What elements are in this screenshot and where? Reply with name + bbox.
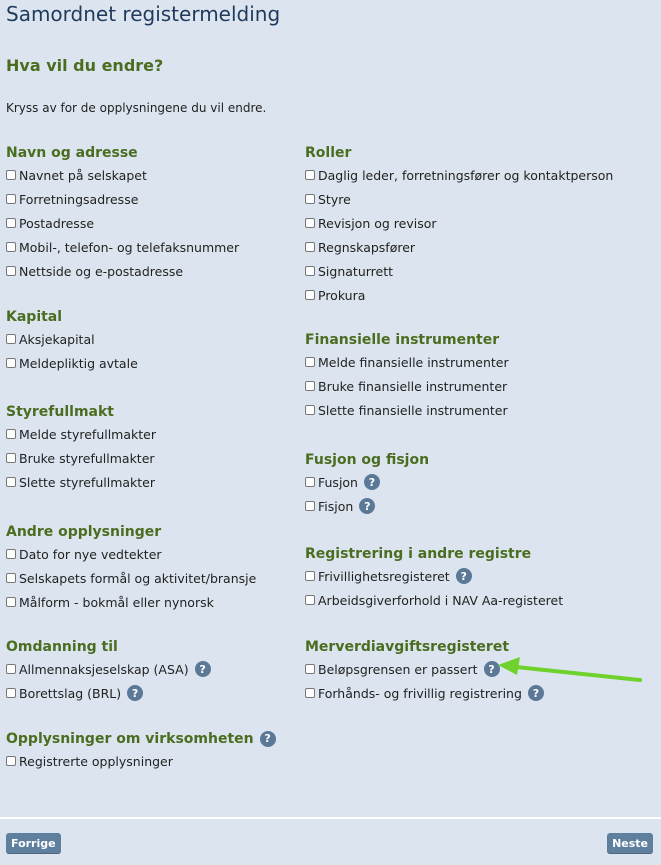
footer-divider (0, 817, 661, 819)
checkbox[interactable] (305, 290, 315, 300)
option-label: Forretningsadresse (19, 191, 139, 207)
option-daglig-leder[interactable] (305, 163, 613, 187)
option-label: Fisjon (318, 498, 354, 514)
section-title-row (6, 729, 276, 749)
option-label: Bruke finansielle instrumenter (318, 378, 508, 394)
option-telefon[interactable] (6, 235, 239, 259)
option-label: Forhånds- og frivillig registrering (318, 685, 522, 701)
option-prokura[interactable] (305, 283, 613, 307)
checkbox[interactable] (6, 573, 16, 583)
section-fusjon-fisjon (305, 450, 429, 518)
option-label: Registrerte opplysninger (19, 753, 173, 769)
checkbox[interactable] (6, 170, 16, 180)
option-fusjon[interactable] (305, 470, 429, 494)
help-icon[interactable]: ? (364, 474, 380, 490)
help-icon[interactable]: ? (359, 498, 375, 514)
option-label: Målform - bokmål eller nynorsk (19, 594, 214, 610)
option-label: Melde finansielle instrumenter (318, 354, 509, 370)
annotation-arrow-icon (490, 655, 650, 691)
option-label: Melde styrefullmakter (19, 426, 156, 442)
section-title: Styrefullmakt (6, 404, 114, 420)
checkbox[interactable] (305, 266, 315, 276)
option-navnet[interactable] (6, 163, 239, 187)
option-formal[interactable] (6, 566, 256, 590)
section-navn-og-adresse (6, 143, 239, 283)
option-label: Daglig leder, forretningsfører og kontaktperson (318, 167, 614, 183)
checkbox[interactable] (305, 242, 315, 252)
section-title: Registrering i andre registre (305, 546, 532, 562)
checkbox[interactable] (6, 218, 16, 228)
checkbox[interactable] (6, 664, 16, 674)
option-bruke-styrefullmakter[interactable] (6, 446, 156, 470)
option-malform[interactable] (6, 590, 256, 614)
option-label: Arbeidsgiverforhold i NAV Aa-registeret (318, 592, 564, 608)
option-label: Beløpsgrensen er passert (318, 661, 478, 677)
option-label: Bruke styrefullmakter (19, 450, 155, 466)
section-title: Omdanning til (6, 639, 118, 655)
option-label: Navnet på selskapet (19, 167, 147, 183)
section-title: Navn og adresse (6, 145, 138, 161)
page-title: Samordnet registermelding (6, 2, 281, 26)
option-asa[interactable] (6, 657, 211, 681)
section-title: Opplysninger om virksomheten (6, 731, 254, 747)
section-finansielle-instrumenter (305, 330, 509, 422)
help-icon[interactable]: ? (484, 661, 500, 677)
option-label: Slette finansielle instrumenter (318, 402, 508, 418)
option-revisjon[interactable] (305, 211, 613, 235)
checkbox[interactable] (6, 597, 16, 607)
section-andre-registre (305, 544, 563, 612)
checkbox[interactable] (6, 334, 16, 344)
option-slette-finansielle[interactable] (305, 398, 509, 422)
checkbox[interactable] (6, 242, 16, 252)
checkbox[interactable] (305, 595, 315, 605)
checkbox[interactable] (305, 194, 315, 204)
option-signaturrett[interactable] (305, 259, 613, 283)
option-label: Styre (318, 191, 351, 207)
option-label: Mobil-, telefon- og telefaksnummer (19, 239, 240, 255)
section-andre-opplysninger (6, 522, 256, 614)
section-title: Finansielle instrumenter (305, 332, 500, 348)
checkbox[interactable] (6, 477, 16, 487)
checkbox[interactable] (6, 688, 16, 698)
help-icon[interactable]: ? (195, 661, 211, 677)
option-forretningsadresse[interactable] (6, 187, 239, 211)
section-title: Merverdiavgiftsregisteret (305, 639, 510, 655)
checkbox[interactable] (6, 756, 16, 766)
help-icon[interactable]: ? (528, 685, 544, 701)
option-label: Selskapets formål og aktivitet/bransje (19, 570, 257, 586)
option-styre[interactable] (305, 187, 613, 211)
option-label: Regnskapsfører (318, 239, 416, 255)
option-label: Dato for nye vedtekter (19, 546, 162, 562)
section-styrefullmakt (6, 402, 156, 494)
option-bruke-finansielle[interactable] (305, 374, 509, 398)
checkbox[interactable] (6, 453, 16, 463)
checkbox[interactable] (305, 477, 315, 487)
help-icon[interactable]: ? (127, 685, 143, 701)
section-virksomhet (6, 729, 276, 773)
option-label: Revisjon og revisor (318, 215, 437, 231)
checkbox[interactable] (6, 194, 16, 204)
option-label: Fusjon (318, 474, 358, 490)
option-meldepliktig-avtale[interactable] (6, 351, 138, 375)
help-icon[interactable]: ? (456, 568, 472, 584)
checkbox[interactable] (305, 571, 315, 581)
section-roller (305, 143, 613, 307)
section-title: Fusjon og fisjon (305, 452, 430, 468)
option-frivillighetsregisteret[interactable] (305, 564, 563, 588)
checkbox[interactable] (6, 549, 16, 559)
option-label: Signaturrett (318, 263, 394, 279)
help-icon[interactable]: ? (260, 731, 276, 747)
next-button[interactable]: Neste (607, 833, 653, 854)
option-nettside[interactable] (6, 259, 239, 283)
option-label: Meldepliktig avtale (19, 355, 138, 371)
checkbox[interactable] (305, 357, 315, 367)
option-registrerte-opplysninger[interactable] (6, 749, 276, 773)
checkbox[interactable] (6, 358, 16, 368)
intro-text: Kryss av for de opplysningene du vil endre. (6, 101, 267, 115)
option-label: Frivillighetsregisteret (318, 568, 450, 584)
section-title: Andre opplysninger (6, 524, 162, 540)
checkbox[interactable] (305, 501, 315, 511)
option-brl[interactable] (6, 681, 211, 705)
question-heading: Hva vil du endre? (6, 56, 164, 75)
option-arbeidsgiverforhold[interactable] (305, 588, 563, 612)
option-regnskapsforer[interactable] (305, 235, 613, 259)
option-label: Aksjekapital (19, 331, 95, 347)
option-label: Slette styrefullmakter (19, 474, 156, 490)
option-label: Prokura (318, 287, 366, 303)
checkbox[interactable] (6, 266, 16, 276)
option-melde-styrefullmakter[interactable] (6, 422, 156, 446)
option-label: Borettslag (BRL) (19, 685, 122, 701)
section-kapital (6, 307, 138, 375)
checkbox[interactable] (305, 218, 315, 228)
section-title: Roller (305, 145, 352, 161)
option-aksjekapital[interactable] (6, 327, 138, 351)
checkbox[interactable] (305, 170, 315, 180)
section-title: Kapital (6, 309, 63, 325)
previous-button[interactable]: Forrige (6, 833, 61, 854)
checkbox[interactable] (6, 429, 16, 439)
checkbox[interactable] (305, 405, 315, 415)
option-label: Nettside og e-postadresse (19, 263, 184, 279)
option-label: Allmennaksjeselskap (ASA) (19, 661, 189, 677)
checkbox[interactable] (305, 664, 315, 674)
checkbox[interactable] (305, 381, 315, 391)
option-dato-vedtekter[interactable] (6, 542, 256, 566)
section-omdanning (6, 637, 211, 705)
option-label: Postadresse (19, 215, 95, 231)
checkbox[interactable] (305, 688, 315, 698)
option-postadresse[interactable] (6, 211, 239, 235)
option-slette-styrefullmakter[interactable] (6, 470, 156, 494)
option-fisjon[interactable] (305, 494, 429, 518)
option-melde-finansielle[interactable] (305, 350, 509, 374)
